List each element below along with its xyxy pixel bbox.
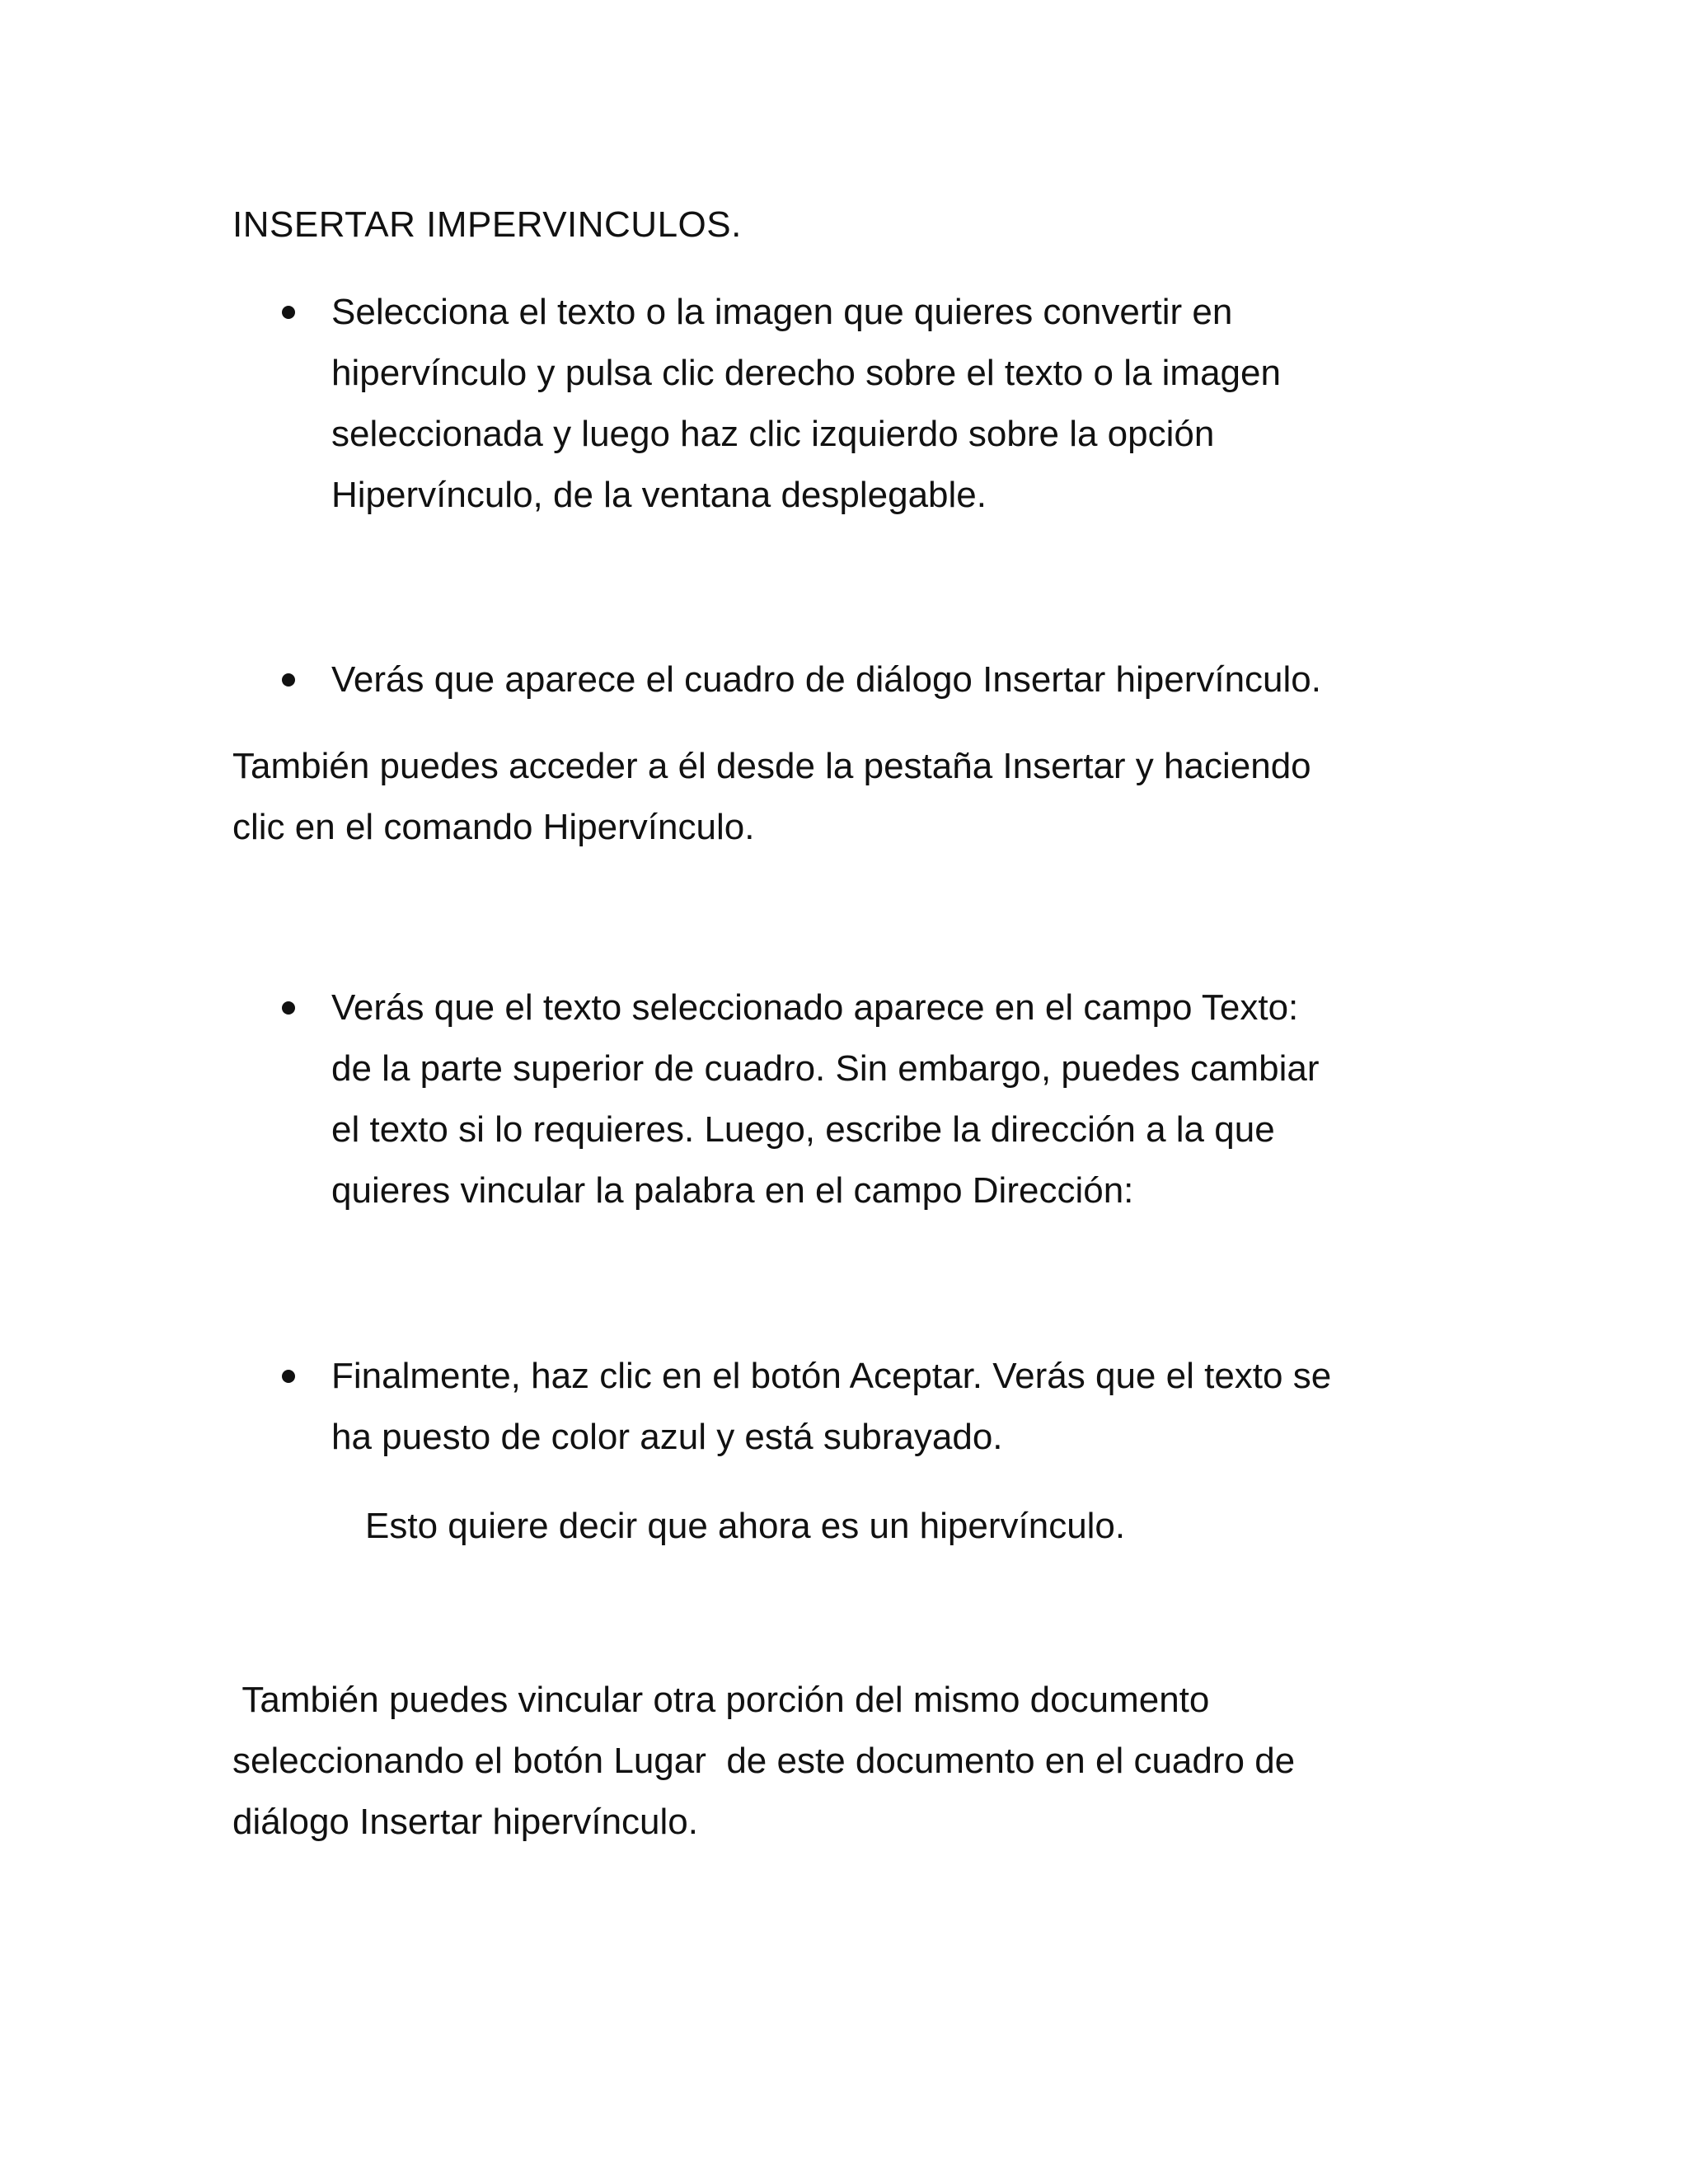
bullet-icon [282,1001,295,1015]
paragraph-line: seleccionando el botón Lugar de este documento en el cuadro de [232,1741,1296,1781]
list-item [331,282,1469,526]
bullet-icon [282,673,295,687]
list-item [331,649,1469,710]
list-item-line: de la parte superior de cuadro. Sin embargo, puedes cambiar [331,1048,1320,1089]
paragraph [232,736,1452,858]
page-title: INSERTAR IMPERVINCULOS. [232,204,742,245]
paragraph-line: También puedes acceder a él desde la pestaña Insertar y haciendo [232,746,1311,786]
list-item-line: Verás que aparece el cuadro de diálogo Insertar hipervínculo. [331,659,1321,700]
list-item-line: seleccionada y luego haz clic izquierdo sobre la opción [331,414,1215,454]
list-item-line: quieres vincular la palabra en el campo Dirección: [331,1170,1134,1211]
list-item-line: Finalmente, haz clic en el botón Aceptar. Verás que el texto se [331,1356,1332,1396]
list-item-line: Verás que el texto seleccionado aparece en el campo Texto: [331,987,1299,1028]
list-item-line: Selecciona el texto o la imagen que quieres convertir en [331,292,1233,332]
paragraph-line: clic en el comando Hipervínculo. [232,807,755,847]
list-item-line: hipervínculo y pulsa clic derecho sobre el texto o la imagen [331,353,1281,393]
list-item [331,977,1469,1221]
paragraph [232,1670,1452,1853]
paragraph-line: Esto quiere decir que ahora es un hipervínculo. [365,1506,1126,1546]
list-item-line: el texto si lo requieres. Luego, escribe la dirección a la que [331,1109,1275,1150]
indented-note [365,1496,1585,1557]
bullet-icon [282,1370,295,1383]
paragraph-line: También puedes vincular otra porción del mismo documento [232,1680,1210,1720]
paragraph-line: diálogo Insertar hipervínculo. [232,1802,698,1842]
list-item-line: ha puesto de color azul y está subrayado. [331,1417,1003,1457]
list-item-line: Hipervínculo, de la ventana desplegable. [331,475,987,515]
bullet-icon [282,306,295,319]
list-item [331,1346,1469,1468]
